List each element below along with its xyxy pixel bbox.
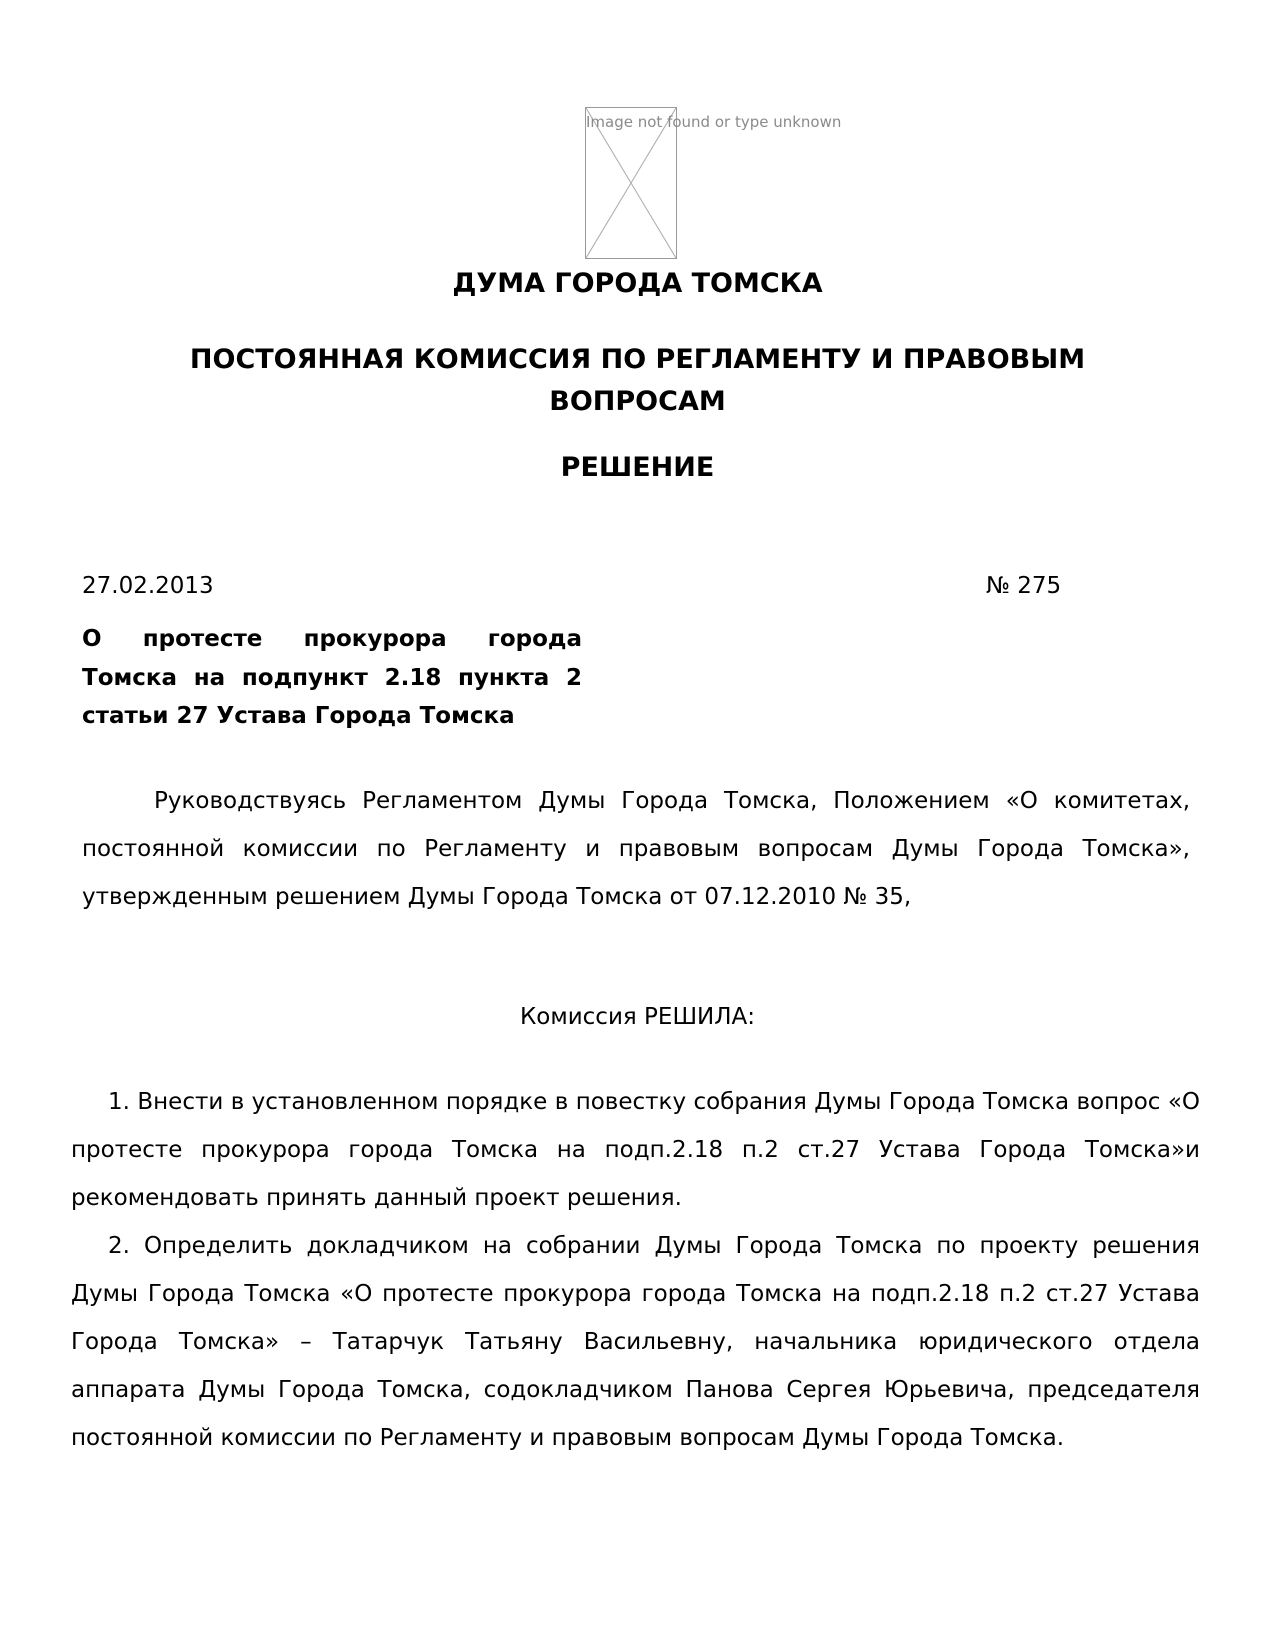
decision-item-text: Определить докладчиком на собрании Думы Города Томска по проекту решения Думы Города Томска «О протесте прокурора города Томска на подп.2.18 п.2 ст.27 Устава Города Томска» – Татарчук Татьяну Васильевну, начальника юридического отдела аппарата Думы Города Томска, содокладчиком Панова Сергея Юрьевича, председателя постоянной комиссии по Регламенту и правовым вопросам Думы Города Томска.: [71, 1233, 1200, 1451]
decision-item-marker: 2.: [108, 1233, 130, 1259]
decision-item: [71, 1222, 1200, 1462]
document-subject: О протесте прокурора города Томска на подпункт 2.18 пункта 2 статьи 27 Устава Города Томска: [82, 626, 582, 729]
image-alt-text: Image not found or type unknown: [586, 113, 842, 131]
organization-title: ДУМА ГОРОДА ТОМСКА: [452, 268, 823, 299]
preamble-paragraph: Руководствуясь Регламентом Думы Города Томска, Положением «О комитетах, постоянной комиссии по Регламенту и правовым вопросам Думы Города Томска», утвержденным решением Думы Города Томска от 07.12.2010 № 35,: [82, 788, 1190, 910]
document-type: РЕШЕНИЕ: [560, 452, 715, 483]
commission-title: [0, 339, 1275, 423]
decision-item-marker: 1.: [108, 1089, 130, 1115]
commission-title-line-1: ПОСТОЯННАЯ КОМИССИЯ ПО РЕГЛАМЕНТУ И ПРАВОВЫМ: [189, 344, 1086, 375]
document-date: 27.02.2013: [82, 573, 214, 599]
document-number: № 275: [986, 573, 1062, 599]
commission-title-line-2: ВОПРОСАМ: [549, 386, 726, 417]
decision-item-text: Внести в установленном порядке в повестку собрания Думы Города Томска вопрос «О протесте прокурора города Томска на подп.2.18 п.2 ст.27 Устава Города Томска»и рекомендовать принять данный проект решения.: [71, 1089, 1201, 1211]
decision-item: [71, 1078, 1200, 1222]
decision-heading: Комиссия РЕШИЛА:: [519, 1004, 756, 1030]
